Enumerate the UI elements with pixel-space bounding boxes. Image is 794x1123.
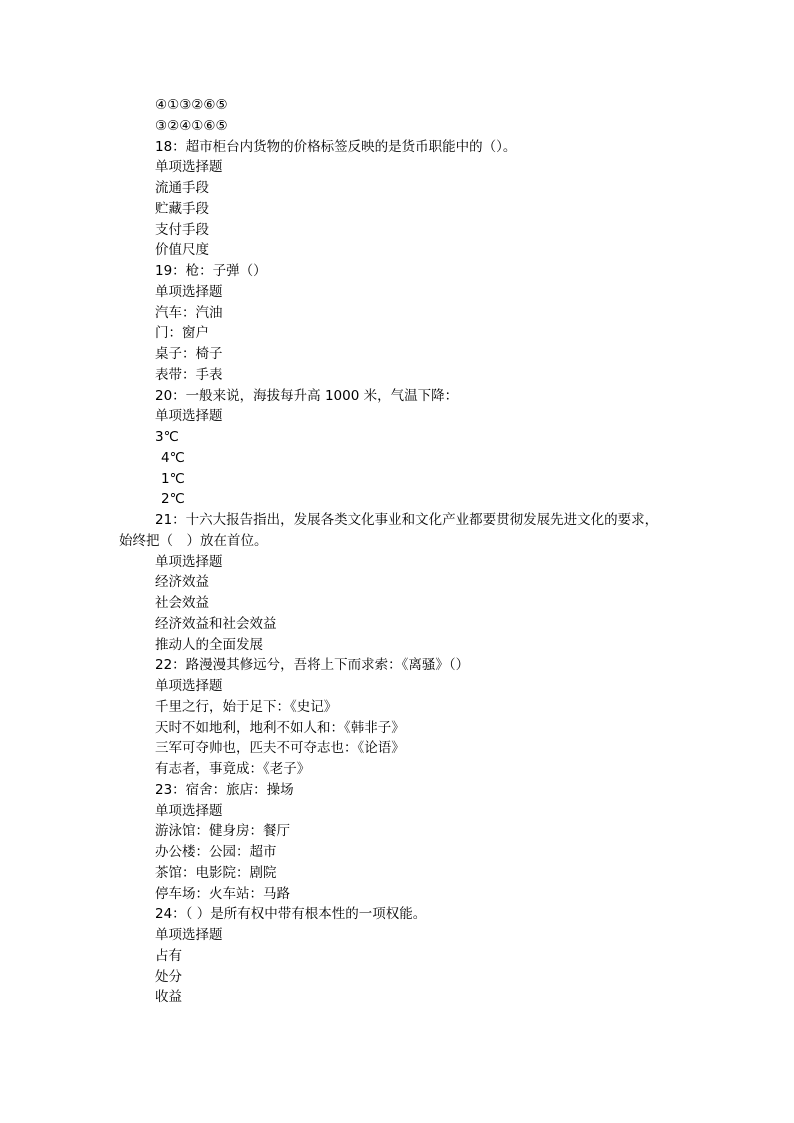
- option-line: 经济效益和社会效益: [155, 615, 277, 632]
- option-line: 价值尺度: [155, 242, 209, 259]
- question-21-continued: 始终把（ ）放在首位。: [119, 532, 268, 549]
- option-line: 收益: [155, 989, 182, 1006]
- option-line: 桌子：椅子: [155, 346, 223, 362]
- document-page: [0, 95, 794, 1008]
- question-type: 单项选择题: [155, 553, 223, 570]
- option-line: 茶馆：电影院：剧院: [155, 864, 277, 881]
- question-22: 22：路漫漫其修远兮，吾将上下而求索：《离骚》（）: [155, 657, 470, 674]
- option-line: 占有: [155, 947, 182, 964]
- question-21: 21：十六大报告指出，发展各类文化事业和文化产业都要贯彻发展先进文化的要求，: [155, 512, 659, 528]
- option-line: 经济效益: [155, 574, 209, 591]
- option-line: 办公楼：公园：超市: [155, 844, 277, 860]
- question-19: 19：枪：子弹（）: [155, 263, 267, 279]
- question-type: 单项选择题: [155, 408, 223, 425]
- question-type: 单项选择题: [155, 283, 223, 300]
- option-line: 3℃: [155, 429, 179, 445]
- option-line: 2℃: [161, 491, 185, 508]
- option-line: 汽车：汽油: [155, 304, 223, 321]
- question-20: 20：一般来说，海拔每升高 1000 米，气温下降：: [155, 387, 459, 404]
- option-line: 4℃: [161, 449, 185, 466]
- question-18: 18：超市柜台内货物的价格标签反映的是货币职能中的（）。: [155, 138, 517, 155]
- option-line: 1℃: [161, 470, 185, 487]
- option-line: 流通手段: [155, 180, 209, 196]
- question-24: 24：（ ）是所有权中带有根本性的一项权能。: [155, 906, 427, 923]
- option-line: 门：窗户: [155, 325, 209, 342]
- question-type: 单项选择题: [155, 927, 223, 943]
- option-line: 停车场：火车站：马路: [155, 885, 290, 902]
- option-line: 贮藏手段: [155, 200, 209, 217]
- option-line: ④①③②⑥⑤: [155, 97, 228, 113]
- option-line: 处分: [155, 968, 182, 985]
- option-line: 社会效益: [155, 595, 209, 611]
- question-type: 单项选择题: [155, 159, 223, 176]
- option-line: 天时不如地利，地利不如人和：《韩非子》: [155, 719, 405, 736]
- option-line: 表带：手表: [155, 366, 223, 383]
- option-line: 三军可夺帅也，匹夫不可夺志也：《论语》: [155, 740, 405, 757]
- option-line: 千里之行，始于足下：《史记》: [155, 698, 338, 715]
- question-type: 单项选择题: [155, 802, 223, 819]
- question-type: 单项选择题: [155, 678, 223, 694]
- option-line: 推动人的全面发展: [155, 636, 263, 653]
- option-line: 有志者，事竟成：《老子》: [155, 761, 311, 777]
- question-23: 23：宿舍：旅店：操场: [155, 781, 294, 798]
- option-line: 游泳馆：健身房：餐厅: [155, 823, 290, 840]
- option-line: 支付手段: [155, 221, 209, 238]
- option-line: ③②④①⑥⑤: [155, 117, 228, 134]
